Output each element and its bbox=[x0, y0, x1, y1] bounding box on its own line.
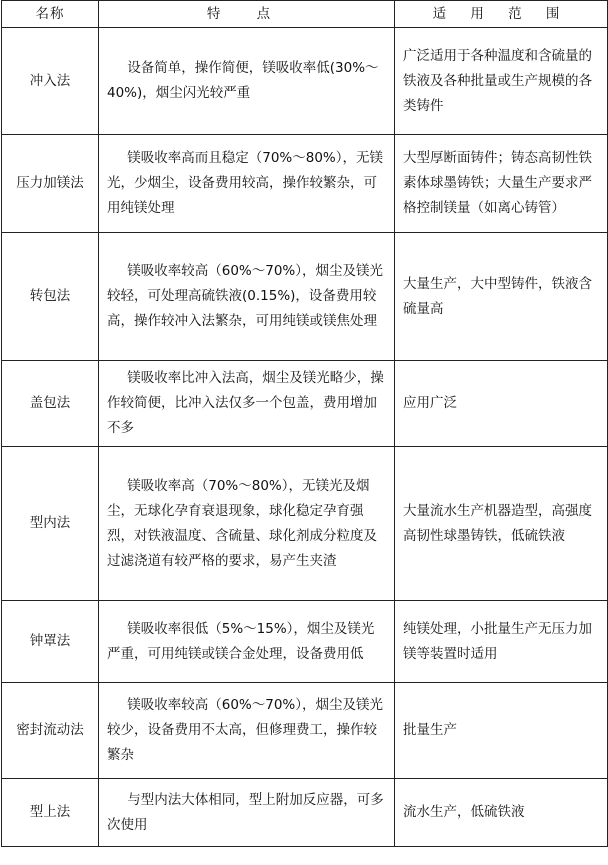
scope-cell: 大型厚断面铸件；铸态高韧性铁素体球墨铸铁；大量生产要求严格控制镁量（如离心铸管） bbox=[395, 135, 608, 233]
header-scope: 适 用 范 围 bbox=[395, 1, 608, 28]
table-row bbox=[2, 447, 608, 601]
method-cell: 型内法 bbox=[2, 447, 99, 601]
table-row bbox=[2, 233, 608, 361]
method-cell: 盖包法 bbox=[2, 361, 99, 447]
table-row bbox=[2, 135, 608, 233]
table-row bbox=[2, 28, 608, 135]
method-cell: 转包法 bbox=[2, 233, 99, 361]
method-cell: 钟罩法 bbox=[2, 601, 99, 683]
method-cell: 冲入法 bbox=[2, 28, 99, 135]
scope-cell: 大量生产，大中型铸件，铁液含硫量高 bbox=[395, 233, 608, 361]
scope-cell: 批量生产 bbox=[395, 683, 608, 779]
feature-cell: 与型内法大体相同，型上附加反应器，可多次使用 bbox=[99, 779, 395, 847]
feature-cell: 镁吸收率很低（5%～15%），烟尘及镁光严重，可用纯镁或镁合金处理，设备费用低 bbox=[99, 601, 395, 683]
scope-cell: 纯镁处理，小批量生产无压力加镁等装置时适用 bbox=[395, 601, 608, 683]
scope-cell: 大量流水生产机器造型，高强度高韧性球墨铸铁，低硫铁液 bbox=[395, 447, 608, 601]
table-row bbox=[2, 361, 608, 447]
magnesium-treatment-methods-table bbox=[1, 0, 608, 847]
scope-cell: 应用广泛 bbox=[395, 361, 608, 447]
table-row bbox=[2, 683, 608, 779]
feature-cell: 镁吸收率较高（60%～70%），烟尘及镁光较轻，可处理高硫铁液(0.15%)，设备费用较高，操作较冲入法繁杂，可用纯镁或镁焦处理 bbox=[99, 233, 395, 361]
scope-cell: 广泛适用于各种温度和含硫量的铁液及各种批量或生产规模的各类铸件 bbox=[395, 28, 608, 135]
feature-cell: 设备简单，操作简便，镁吸收率低(30%～40%)，烟尘闪光较严重 bbox=[99, 28, 395, 135]
header-name: 名称 bbox=[2, 1, 99, 28]
feature-cell: 镁吸收率较高（60%～70%），烟尘及镁光较少，设备费用不太高，但修理费工，操作较繁杂 bbox=[99, 683, 395, 779]
feature-cell: 镁吸收率比冲入法高，烟尘及镁光略少，操作较简便，比冲入法仅多一个包盖，费用增加不多 bbox=[99, 361, 395, 447]
method-cell: 压力加镁法 bbox=[2, 135, 99, 233]
scope-cell: 流水生产，低硫铁液 bbox=[395, 779, 608, 847]
table-row bbox=[2, 601, 608, 683]
table-row bbox=[2, 779, 608, 847]
header-row bbox=[2, 1, 608, 28]
feature-cell: 镁吸收率高（70%～80%），无镁光及烟尘，无球化孕育衰退现象，球化稳定孕育强烈，对铁液温度、含硫量、球化剂成分粒度及过滤浇道有较严格的要求，易产生夹渣 bbox=[99, 447, 395, 601]
header-feature: 特 点 bbox=[99, 1, 395, 28]
feature-cell: 镁吸收率高而且稳定（70%～80%），无镁光，少烟尘，设备费用较高，操作较繁杂，可用纯镁处理 bbox=[99, 135, 395, 233]
method-cell: 型上法 bbox=[2, 779, 99, 847]
method-cell: 密封流动法 bbox=[2, 683, 99, 779]
